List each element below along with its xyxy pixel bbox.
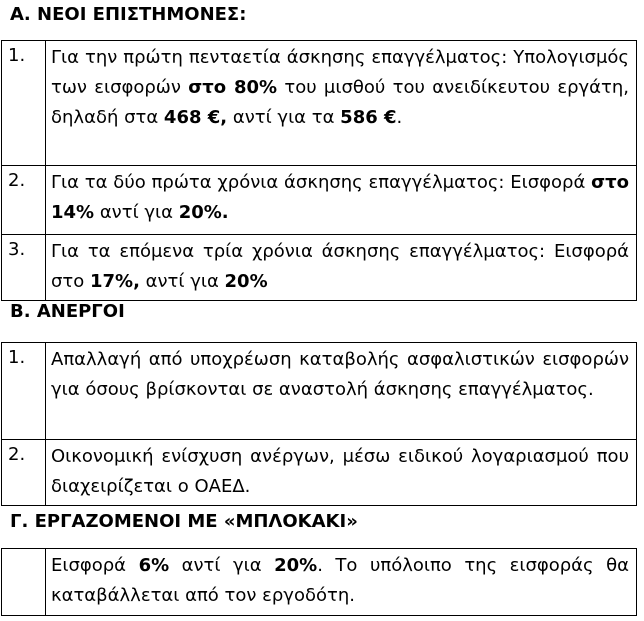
row-text: Για τα επόμενα τρία χρόνια άσκησης επαγγέλματος: Εισφορά στο 17%, αντί για 20%: [46, 235, 637, 301]
table-row: [2, 235, 637, 301]
row-number: 1.: [2, 343, 46, 440]
section-b-heading: Β. ΑΝΕΡΓΟΙ: [10, 301, 125, 322]
row-text: Οικονομική ενίσχυση ανέργων, μέσω ειδικού λογαριασμού που διαχειρίζεται ο ΟΑΕΔ.: [46, 440, 637, 506]
table-row: [2, 166, 637, 235]
row-number: 2.: [2, 166, 46, 235]
row-number: [2, 549, 46, 616]
section-c-heading: Γ. ΕΡΓΑΖΟΜΕΝΟΙ ΜΕ «ΜΠΛΟΚΑΚΙ»: [10, 511, 358, 532]
table-row: [2, 343, 637, 440]
section-a-table: [1, 40, 637, 301]
row-number: 1.: [2, 41, 46, 166]
row-number: 3.: [2, 235, 46, 301]
row-text: Για τα δύο πρώτα χρόνια άσκησης επαγγέλματος: Εισφορά στο 14% αντί για 20%.: [46, 166, 637, 235]
section-b-table: [1, 342, 637, 506]
section-c-table: [1, 548, 637, 616]
row-text: Απαλλαγή από υποχρέωση καταβολής ασφαλιστικών εισφορών για όσους βρίσκονται σε αναστολή άσκησης επαγγέλματος.: [46, 343, 637, 440]
row-text: Για την πρώτη πενταετία άσκησης επαγγέλματος: Υπολογισμός των εισφορών στο 80% του μισθού του ανειδίκευτου εργάτη, δηλαδή στα 468 €, αντί για τα 586 €.: [46, 41, 637, 166]
table-row: [2, 549, 637, 616]
row-text: Εισφορά 6% αντί για 20%. Το υπόλοιπο της εισφοράς θα καταβάλλεται από τον εργοδότη.: [46, 549, 637, 616]
row-number: 2.: [2, 440, 46, 506]
table-row: [2, 440, 637, 506]
section-a-heading: Α. ΝΕΟΙ ΕΠΙΣΤΗΜΟΝΕΣ:: [10, 4, 247, 25]
table-row: [2, 41, 637, 166]
